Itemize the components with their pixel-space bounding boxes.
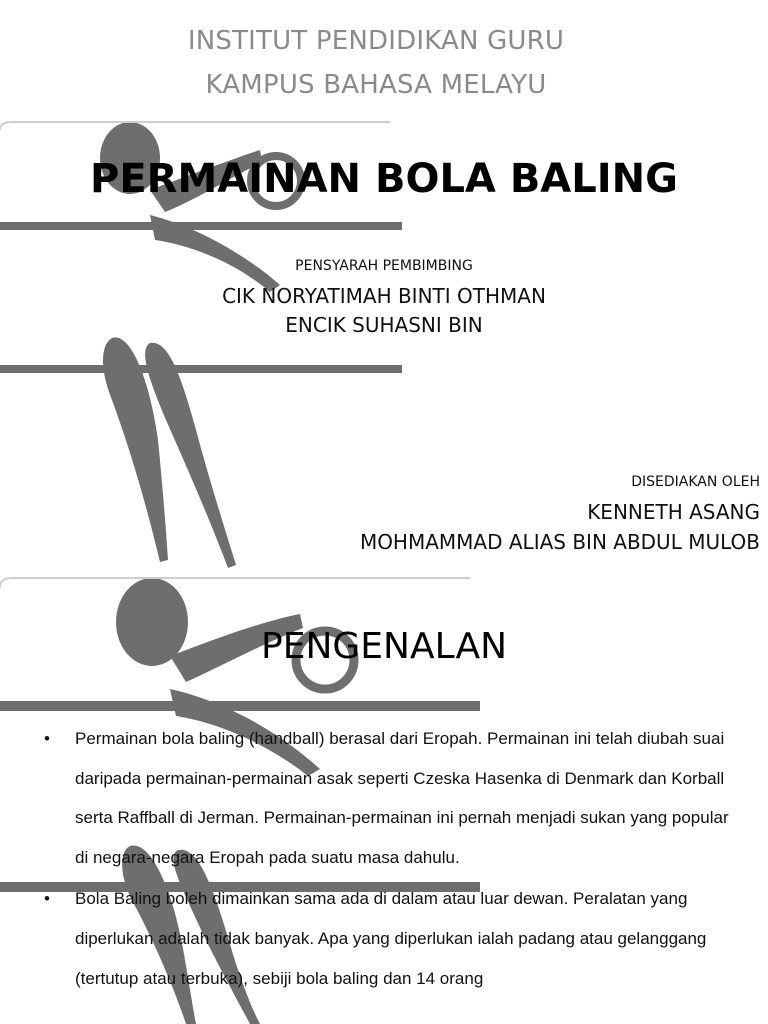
slide-title: PENGENALAN — [260, 626, 508, 667]
institution-line-2: KAMPUS BAHASA MELAYU — [205, 70, 547, 100]
institution-line-1: INSTITUT PENDIDIKAN GURU — [187, 26, 565, 56]
author-name: KENNETH ASANG — [587, 500, 760, 524]
supervisor-name: CIK NORYATIMAH BINTI OTHMAN — [222, 284, 546, 308]
bullet-icon: • — [44, 889, 50, 909]
prepared-by-heading: DISEDIAKAN OLEH — [631, 474, 760, 490]
content-slide — [0, 574, 768, 1024]
bullet-icon: • — [44, 729, 50, 748]
slide-title: PERMAINAN BOLA BALING — [90, 156, 678, 202]
list-item — [44, 719, 734, 877]
author-name: MOHMAMMAD ALIAS BIN ABDUL MULOB — [359, 530, 760, 554]
supervisor-heading: PENSYARAH PEMBIMBING — [295, 258, 473, 274]
supervisor-name: ENCIK SUHASNI BIN — [285, 313, 483, 337]
list-item — [44, 879, 734, 998]
bullet-list — [44, 719, 734, 998]
bullet-text: Bola Baling boleh dimainkan sama ada di dalam atau luar dewan. Peralatan yang diperlukan adalah tidak banyak. Apa yang diperlukan ialah padang atau gelanggang (tertutup atau terbuka), sebiji bola baling dan 14 orang — [75, 889, 707, 988]
bullet-text: Permainan bola baling (handball) berasal dari Eropah. Permainan ini telah diubah suai daripada permainan-permainan asak seperti Czeska Hasenka di Denmark dan Korball serta Raffball di Jerman. Permainan-permainan ini pernah menjadi sukan yang popular di negara-negara Eropah pada suatu masa dahulu. — [75, 729, 729, 867]
